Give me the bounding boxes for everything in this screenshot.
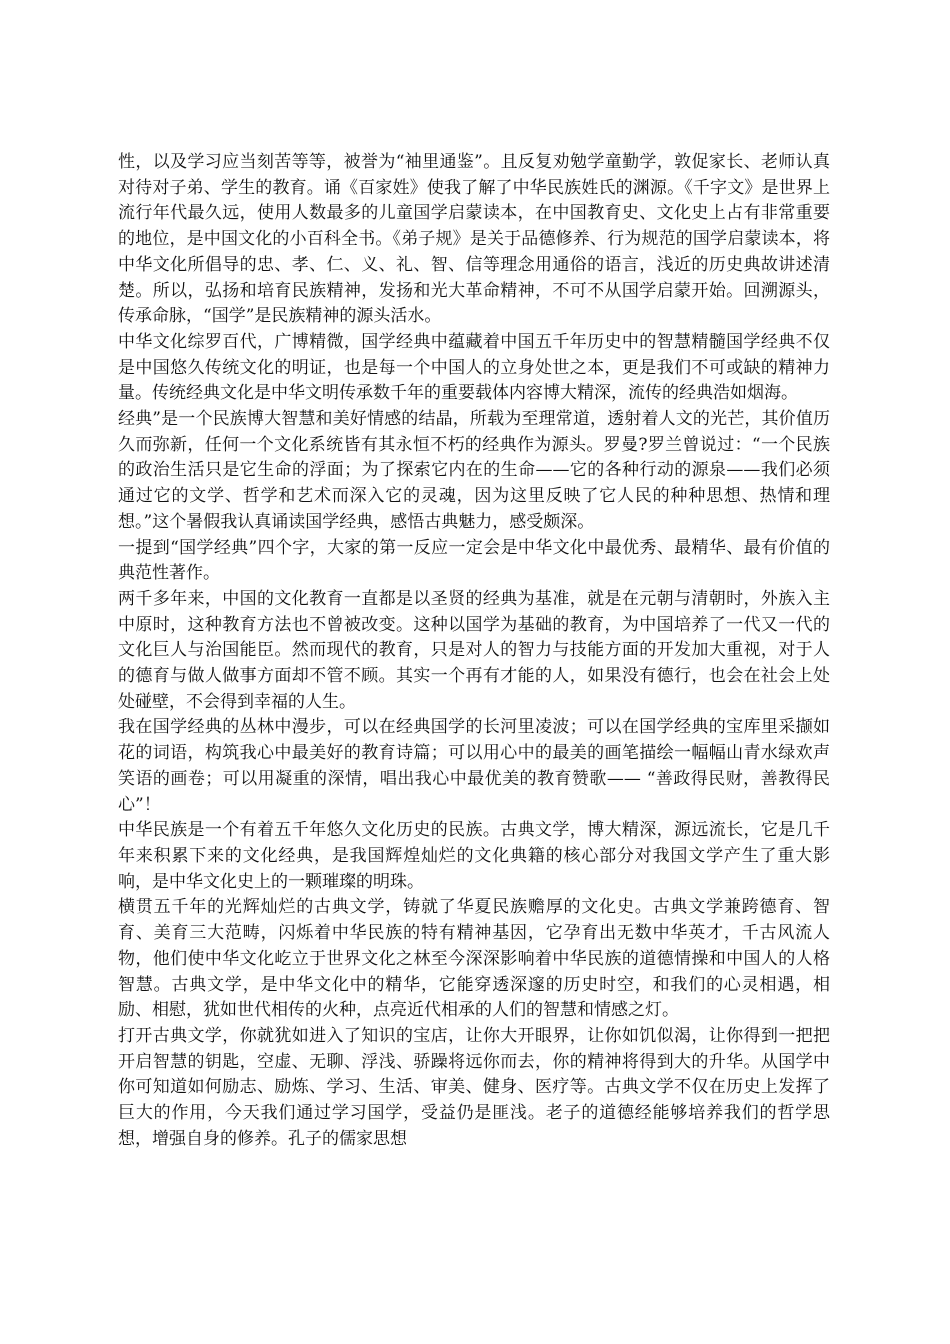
document-body bbox=[118, 150, 830, 1152]
paragraph-8: 横贯五千年的光辉灿烂的古典文学，铸就了华夏民族赡厚的文化史。古典文学兼跨德育、智育、美育三大范畴，闪烁着中华民族的特有精神基因，它孕育出无数中华英才，千古风流人物，他们使中华文化屹立于世界文化之林至今深深影响着中华民族的道德情操和中国人的人格智慧。古典文学，是中华文化中的精华，它能穿透深邃的历史时空，和我们的心灵相遇，相励、相慰，犹如世代相传的火种，点亮近代相承的人们的智慧和情感之灯。 bbox=[118, 897, 830, 1021]
paragraph-7: 中华民族是一个有着五千年悠久文化历史的民族。古典文学，博大精深，源远流长，它是几千年来积累下来的文化经典，是我国辉煌灿烂的文化典籍的核心部分对我国文学产生了重大影响，是中华文化史上的一颗璀璨的明珠。 bbox=[118, 820, 830, 892]
paragraph-5: 两千多年来，中国的文化教育一直都是以圣贤的经典为基准，就是在元朝与清朝时，外族入主中原时，这种教育方法也不曾被改变。这种以国学为基础的教育，为中国培养了一代又一代的文化巨人与治国能臣。然而现代的教育，只是对人的智力与技能方面的开发加大重视，对于人的德育与做人做事方面却不管不顾。其实一个再有才能的人，如果没有德行，也会在社会上处处碰壁，不会得到幸福的人生。 bbox=[118, 588, 830, 712]
paragraph-6: 我在国学经典的丛林中漫步，可以在经典国学的长河里凌波；可以在国学经典的宝库里采撷如花的词语，构筑我心中最美好的教育诗篇；可以用心中的最美的画笔描绘一幅幅山青水绿欢声笑语的画卷；可以用凝重的深情，唱出我心中最优美的教育赞歌—— “善政得民财，善教得民心”！ bbox=[118, 717, 830, 815]
paragraph-2: 中华文化综罗百代，广博精微，国学经典中蕴藏着中国五千年历史中的智慧精髓国学经典不仅是中国悠久传统文化的明证，也是每一个中国人的立身处世之本，更是我们不可或缺的精神力量。传统经典文化是中华文明传承数千年的重要载体内容博大精深，流传的经典浩如烟海。 bbox=[118, 331, 830, 404]
paragraph-1: 性，以及学习应当刻苦等等，被誉为“袖里通鉴”。且反复劝勉学童勤学，敦促家长、老师认真对待对子弟、学生的教育。诵《百家姓》使我了解了中华民族姓氏的渊源。《千字文》是世界上流行年代最久远，使用人数最多的儿童国学启蒙读本，在中国教育史、文化史上占有非常重要的地位，是中国文化的小百科全书。《弟子规》是关于品德修养、行为规范的国学启蒙读本，将中华文化所倡导的忠、孝、仁、义、礼、智、信等理念用通俗的语言，浅近的历史典故讲述清楚。所以，弘扬和培育民族精神，发扬和光大革命精神，不可不从国学启蒙开始。回溯源头，传承命脉，“国学”是民族精神的源头活水。 bbox=[118, 152, 830, 327]
paragraph-9: 打开古典文学，你就犹如进入了知识的宝店，让你大开眼界，让你如饥似渴，让你得到一把把开启智慧的钥匙，空虚、无聊、浮浅、骄躁将远你而去，你的精神将得到大的升华。从国学中你可知道如何励志、励炼、学习、生活、审美、健身、医疗等。古典文学不仅在历史上发挥了巨大的作用，今天我们通过学习国学，受益仍是匪浅。老子的道德经能够培养我们的哲学思想，增强自身的修养。孔子的儒家思想 bbox=[118, 1025, 830, 1149]
paragraph-4: 一提到“国学经典”四个字，大家的第一反应一定会是中华文化中最优秀、最精华、最有价值的典范性著作。 bbox=[118, 537, 830, 584]
paragraph-3: 经典”是一个民族博大智慧和美好情感的结晶，所载为至理常道，透射着人文的光芒，其价值历久而弥新，任何一个文化系统皆有其永恒不朽的经典作为源头。罗曼?罗兰曾说过：“一个民族的政治生活只是它生命的浮面；为了探索它内在的生命——它的各种行动的源泉——我们必须通过它的文学、哲学和艺术而深入它的灵魂，因为这里反映了它人民的种种思想、热情和理想。”这个暑假我认真诵读国学经典，感悟古典魅力，感受颇深。 bbox=[118, 409, 830, 532]
